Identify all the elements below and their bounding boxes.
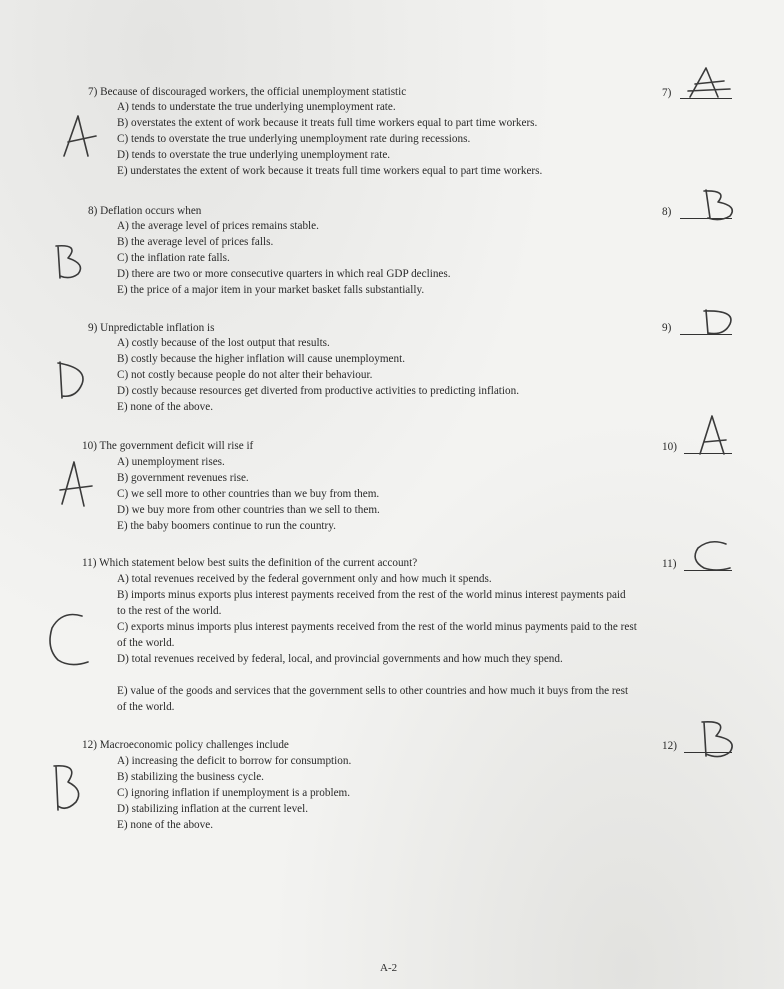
option-a: A) increasing the deficit to borrow for consumption. xyxy=(117,755,352,767)
option-e: E) the price of a major item in your market basket falls substantially. xyxy=(117,284,425,296)
option-d: D) we buy more from other countries than we sell to them. xyxy=(117,504,380,516)
handwritten-answer-a xyxy=(696,414,732,458)
option-a: A) costly because of the lost output that results. xyxy=(117,337,330,349)
option-e: E) understates the extent of work because it treats full time workers equal to part time workers. xyxy=(117,165,543,177)
margin-mark-b xyxy=(52,242,88,282)
option-b: B) costly because the higher inflation will cause unemployment. xyxy=(117,353,406,365)
option-d: D) there are two or more consecutive quarters in which real GDP declines. xyxy=(117,268,451,280)
margin-mark-a xyxy=(58,458,94,510)
option-d: D) total revenues received by federal, local, and provincial governments and how much they spend. xyxy=(117,653,563,665)
option-e: E) the baby boomers continue to run the country. xyxy=(117,520,336,532)
option-c: C) tends to overstate the true underlying unemployment rate during recessions. xyxy=(117,133,471,145)
question-stem: 7) Because of discouraged workers, the official unemployment statistic xyxy=(88,86,407,98)
answer-number: 12) xyxy=(662,740,677,752)
option-a: A) tends to understate the true underlying unemployment rate. xyxy=(117,101,396,113)
handwritten-answer-b xyxy=(696,718,740,760)
answer-number: 7) xyxy=(662,87,672,99)
option-c: C) we sell more to other countries than we buy from them. xyxy=(117,488,380,500)
option-a: A) total revenues received by the federal government only and how much it spends. xyxy=(117,573,492,585)
handwritten-answer-c xyxy=(690,538,738,574)
option-e: E) none of the above. xyxy=(117,819,213,831)
question-stem: 12) Macroeconomic policy challenges include xyxy=(82,739,289,751)
margin-mark-c xyxy=(44,610,92,670)
option-d: D) stabilizing inflation at the current level. xyxy=(117,803,309,815)
option-b: B) stabilizing the business cycle. xyxy=(117,771,264,783)
option-e: E) none of the above. xyxy=(117,401,213,413)
page-number: A-2 xyxy=(380,962,398,974)
question-stem: 10) The government deficit will rise if xyxy=(82,440,254,452)
option-d: D) tends to overstate the true underlying unemployment rate. xyxy=(117,149,391,161)
handwritten-answer-d xyxy=(700,306,740,338)
option-a: A) the average level of prices remains stable. xyxy=(117,220,319,232)
question-stem: 11) Which statement below best suits the definition of the current account? xyxy=(82,557,418,569)
handwritten-answer-a xyxy=(684,64,732,100)
option-e: E) value of the goods and services that the government sells to other countries and how much it buys from the rest of the world. xyxy=(117,685,629,713)
option-d: D) costly because resources get diverted from productive activities to predicting inflation. xyxy=(117,385,519,397)
handwritten-answer-b xyxy=(700,186,740,222)
margin-mark-b xyxy=(50,762,86,814)
option-b: B) imports minus exports plus interest payments received from the rest of the world minus interest payments paid to the rest of the world. xyxy=(117,589,626,617)
answer-number: 9) xyxy=(662,322,672,334)
margin-mark-d xyxy=(54,358,90,402)
question-stem: 8) Deflation occurs when xyxy=(88,205,202,217)
margin-mark-a xyxy=(60,112,100,160)
option-c: C) not costly because people do not alter their behaviour. xyxy=(117,369,373,381)
option-b: B) overstates the extent of work because it treats full time workers equal to part time workers. xyxy=(117,117,538,129)
option-b: B) the average level of prices falls. xyxy=(117,236,274,248)
option-c: C) exports minus imports plus interest payments received from the rest of the world minus payments paid to the rest of the world. xyxy=(117,621,637,649)
answer-number: 11) xyxy=(662,558,677,570)
option-b: B) government revenues rise. xyxy=(117,472,249,484)
option-c: C) ignoring inflation if unemployment is a problem. xyxy=(117,787,351,799)
answer-number: 8) xyxy=(662,206,672,218)
answer-number: 10) xyxy=(662,441,677,453)
option-a: A) unemployment rises. xyxy=(117,456,225,468)
question-stem: 9) Unpredictable inflation is xyxy=(88,322,215,334)
option-c: C) the inflation rate falls. xyxy=(117,252,230,264)
